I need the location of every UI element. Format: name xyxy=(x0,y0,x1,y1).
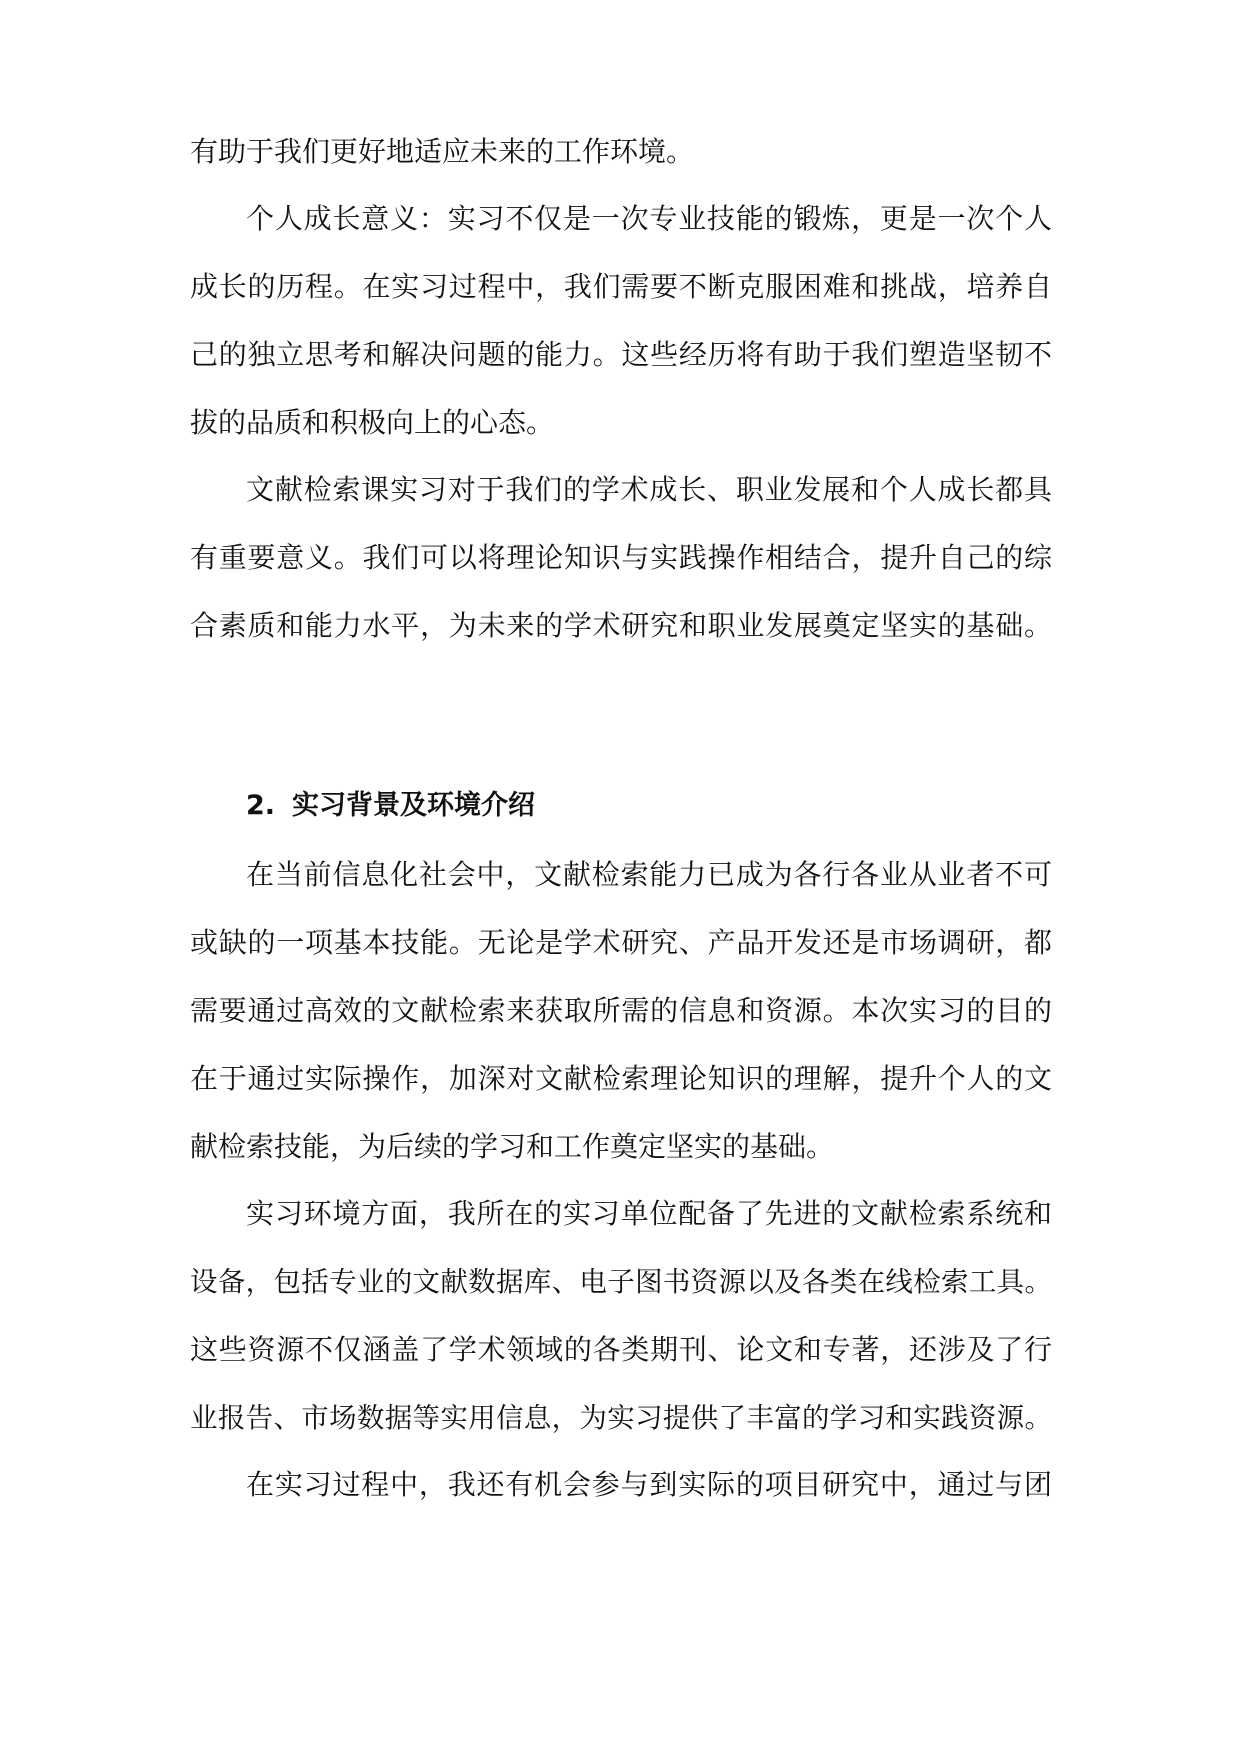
summary-line-3: 合素质和能力水平，为未来的学术研究和职业发展奠定坚实的基础。 xyxy=(190,609,1052,642)
personal-growth-line-1: 个人成长意义：实习不仅是一次专业技能的锻炼，更是一次个人 xyxy=(246,202,1052,235)
summary-line-1: 文献检索课实习对于我们的学术成长、职业发展和个人成长都具 xyxy=(246,473,1052,506)
background-line-3: 需要通过高效的文献检索来获取所需的信息和资源。本次实习的目的 xyxy=(190,994,1052,1027)
section-heading xyxy=(246,784,535,828)
background-line-1: 在当前信息化社会中，文献检索能力已成为各行各业从业者不可 xyxy=(246,858,1052,891)
section-title: 实习背景及环境介绍 xyxy=(292,790,535,821)
personal-growth-line-3: 己的独立思考和解决问题的能力。这些经历将有助于我们塑造坚韧不 xyxy=(190,338,1052,371)
project-line-1: 在实习过程中，我还有机会参与到实际的项目研究中，通过与团 xyxy=(246,1468,1052,1501)
intro-text-line-1: 有助于我们更好地适应未来的工作环境。 xyxy=(190,135,695,168)
background-line-2: 或缺的一项基本技能。无论是学术研究、产品开发还是市场调研，都 xyxy=(190,926,1052,959)
environment-line-3: 这些资源不仅涵盖了学术领域的各类期刊、论文和专著，还涉及了行 xyxy=(190,1333,1052,1366)
personal-growth-line-4: 拔的品质和积极向上的心态。 xyxy=(190,406,555,439)
environment-line-4: 业报告、市场数据等实用信息，为实习提供了丰富的学习和实践资源。 xyxy=(190,1402,1052,1434)
summary-line-2: 有重要意义。我们可以将理论知识与实践操作相结合，提升自己的综 xyxy=(190,541,1052,574)
background-line-5: 献检索技能，为后续的学习和工作奠定坚实的基础。 xyxy=(190,1130,835,1163)
background-line-4: 在于通过实际操作，加深对文献检索理论知识的理解，提升个人的文 xyxy=(190,1062,1052,1095)
environment-line-1: 实习环境方面，我所在的实习单位配备了先进的文献检索系统和 xyxy=(246,1197,1052,1230)
environment-line-2: 设备，包括专业的文献数据库、电子图书资源以及各类在线检索工具。 xyxy=(190,1266,1052,1298)
section-number: 2. xyxy=(246,790,276,821)
personal-growth-line-2: 成长的历程。在实习过程中，我们需要不断克服困难和挑战，培养自 xyxy=(190,270,1052,303)
